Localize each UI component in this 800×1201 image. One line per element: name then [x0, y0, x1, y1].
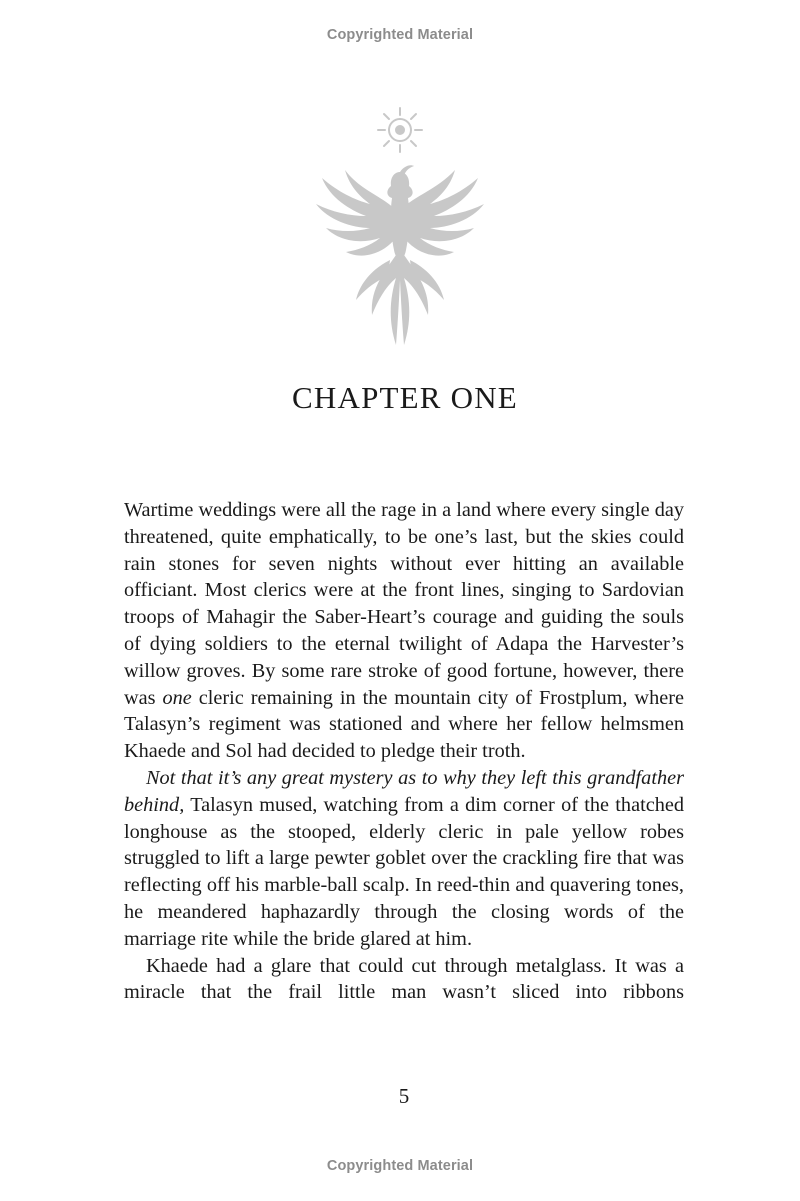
chapter-title: CHAPTER ONE — [292, 380, 518, 415]
phoenix-sun-icon — [300, 100, 500, 360]
paragraph-2-italic: Not that it’s any great mystery as to why they left this grandfather behind, — [124, 766, 684, 816]
paragraph-3: Khaede had a glare that could cut through metalglass. It was a miracle that the frail little man wasn’t sliced into ribbons — [124, 954, 684, 1004]
chapter-body — [124, 497, 684, 1006]
paragraph-2 — [124, 765, 684, 953]
page-number: 5 — [398, 1084, 410, 1108]
paragraph-1-text: Wartime weddings were all the rage in a land where every single day threatened, quite emphatically, to be one’s last, but the skies could rain stones for seven nights without ever hitting an available officiant. Most clerics were at the front lines, singing to Sardovian troops of Mahagir the Saber-Heart’s courage and guiding the souls of dying soldiers to the eternal twilight of Adapa the Harvester’s willow groves. By some rare stroke of good fortune, however, there was — [124, 499, 684, 709]
paragraph-1-emphasis: one — [162, 686, 192, 709]
paragraph-1-text-after: cleric remaining in the mountain city of Frostplum, where Talasyn’s regiment was stationed and where her fellow helmsmen Khaede and Sol had decided to pledge their troth. — [124, 686, 684, 763]
sun-icon — [378, 108, 422, 152]
paragraph-1 — [124, 497, 684, 765]
copyright-watermark-top: Copyrighted Material — [326, 27, 474, 43]
copyright-watermark-bottom: Copyrighted Material — [326, 1158, 474, 1174]
paragraph-2-text: Talasyn mused, watching from a dim corner of the thatched longhouse as the stooped, elderly cleric in pale yellow robes struggled to lift a large pewter goblet over the crackling fire that was reflecting off his marble-ball scalp. In reed-thin and quavering tones, he meandered haphazardly through the closing words of the marriage rite while the bride glared at him. — [124, 793, 684, 950]
